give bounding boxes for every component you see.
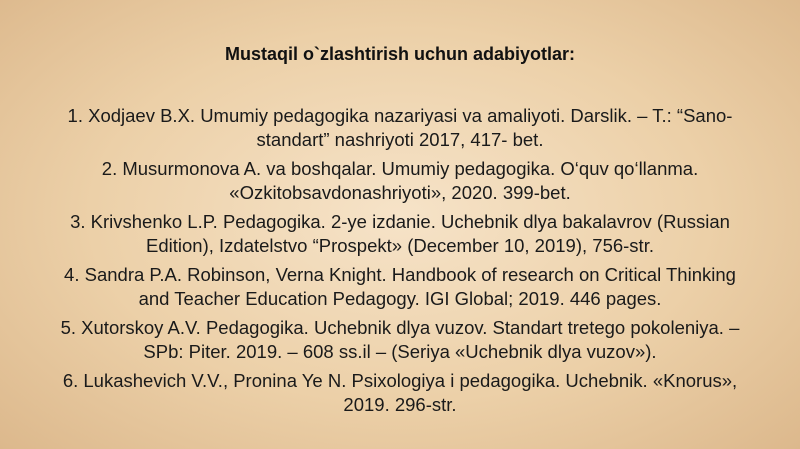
reference-item-1 [20, 104, 780, 152]
reference-3-line-2: Edition), Izdatelstvo “Prospekt» (December 10, 2019), 756-str. [146, 235, 654, 256]
reference-4-line-1: 4. Sandra P.A. Robinson, Verna Knight. Handbook of research on Critical Thinking [64, 264, 736, 285]
reference-5-line-1: 5. Xutorskoy A.V. Pedagogika. Uchebnik dlya vuzov. Standart tretego pokoleniya. – [60, 317, 740, 338]
reference-item-3 [20, 210, 780, 258]
reference-1-line-2: standart” nashriyoti 2017, 417- bet. [256, 129, 544, 150]
reference-6-line-2: 2019. 296-str. [343, 394, 457, 415]
reference-item-2 [20, 157, 780, 205]
reference-1-line-1: 1. Xodjaev B.X. Umumiy pedagogika nazariyasi va amaliyoti. Darslik. – T.: “Sano- [67, 105, 733, 126]
reference-2-line-1: 2. Musurmonova A. va boshqalar. Umumiy pedagogika. O‘quv qo‘llanma. [101, 158, 699, 179]
slide-title: Mustaqil o`zlashtirish uchun adabiyotlar: [224, 44, 576, 64]
reference-item-4 [20, 263, 780, 311]
reference-5-line-2: SPb: Piter. 2019. – 608 ss.il – (Seriya «Uchebnik dlya vuzov»). [143, 341, 657, 362]
reference-2-line-2: «Ozkitobsavdonashriyoti», 2020. 399-bet. [229, 182, 571, 203]
reference-item-6 [20, 369, 780, 417]
reference-6-line-1: 6. Lukashevich V.V., Pronina Ye N. Psixologiya i pedagogika. Uchebnik. «Knorus», [62, 370, 738, 391]
reference-4-line-2: and Teacher Education Pedagogy. IGI Global; 2019. 446 pages. [138, 288, 662, 309]
reference-3-line-1: 3. Krivshenko L.P. Pedagogika. 2-ye izdanie. Uchebnik dlya bakalavrov (Russian [70, 211, 730, 232]
reference-item-5 [20, 316, 780, 364]
reference-list [20, 104, 780, 422]
